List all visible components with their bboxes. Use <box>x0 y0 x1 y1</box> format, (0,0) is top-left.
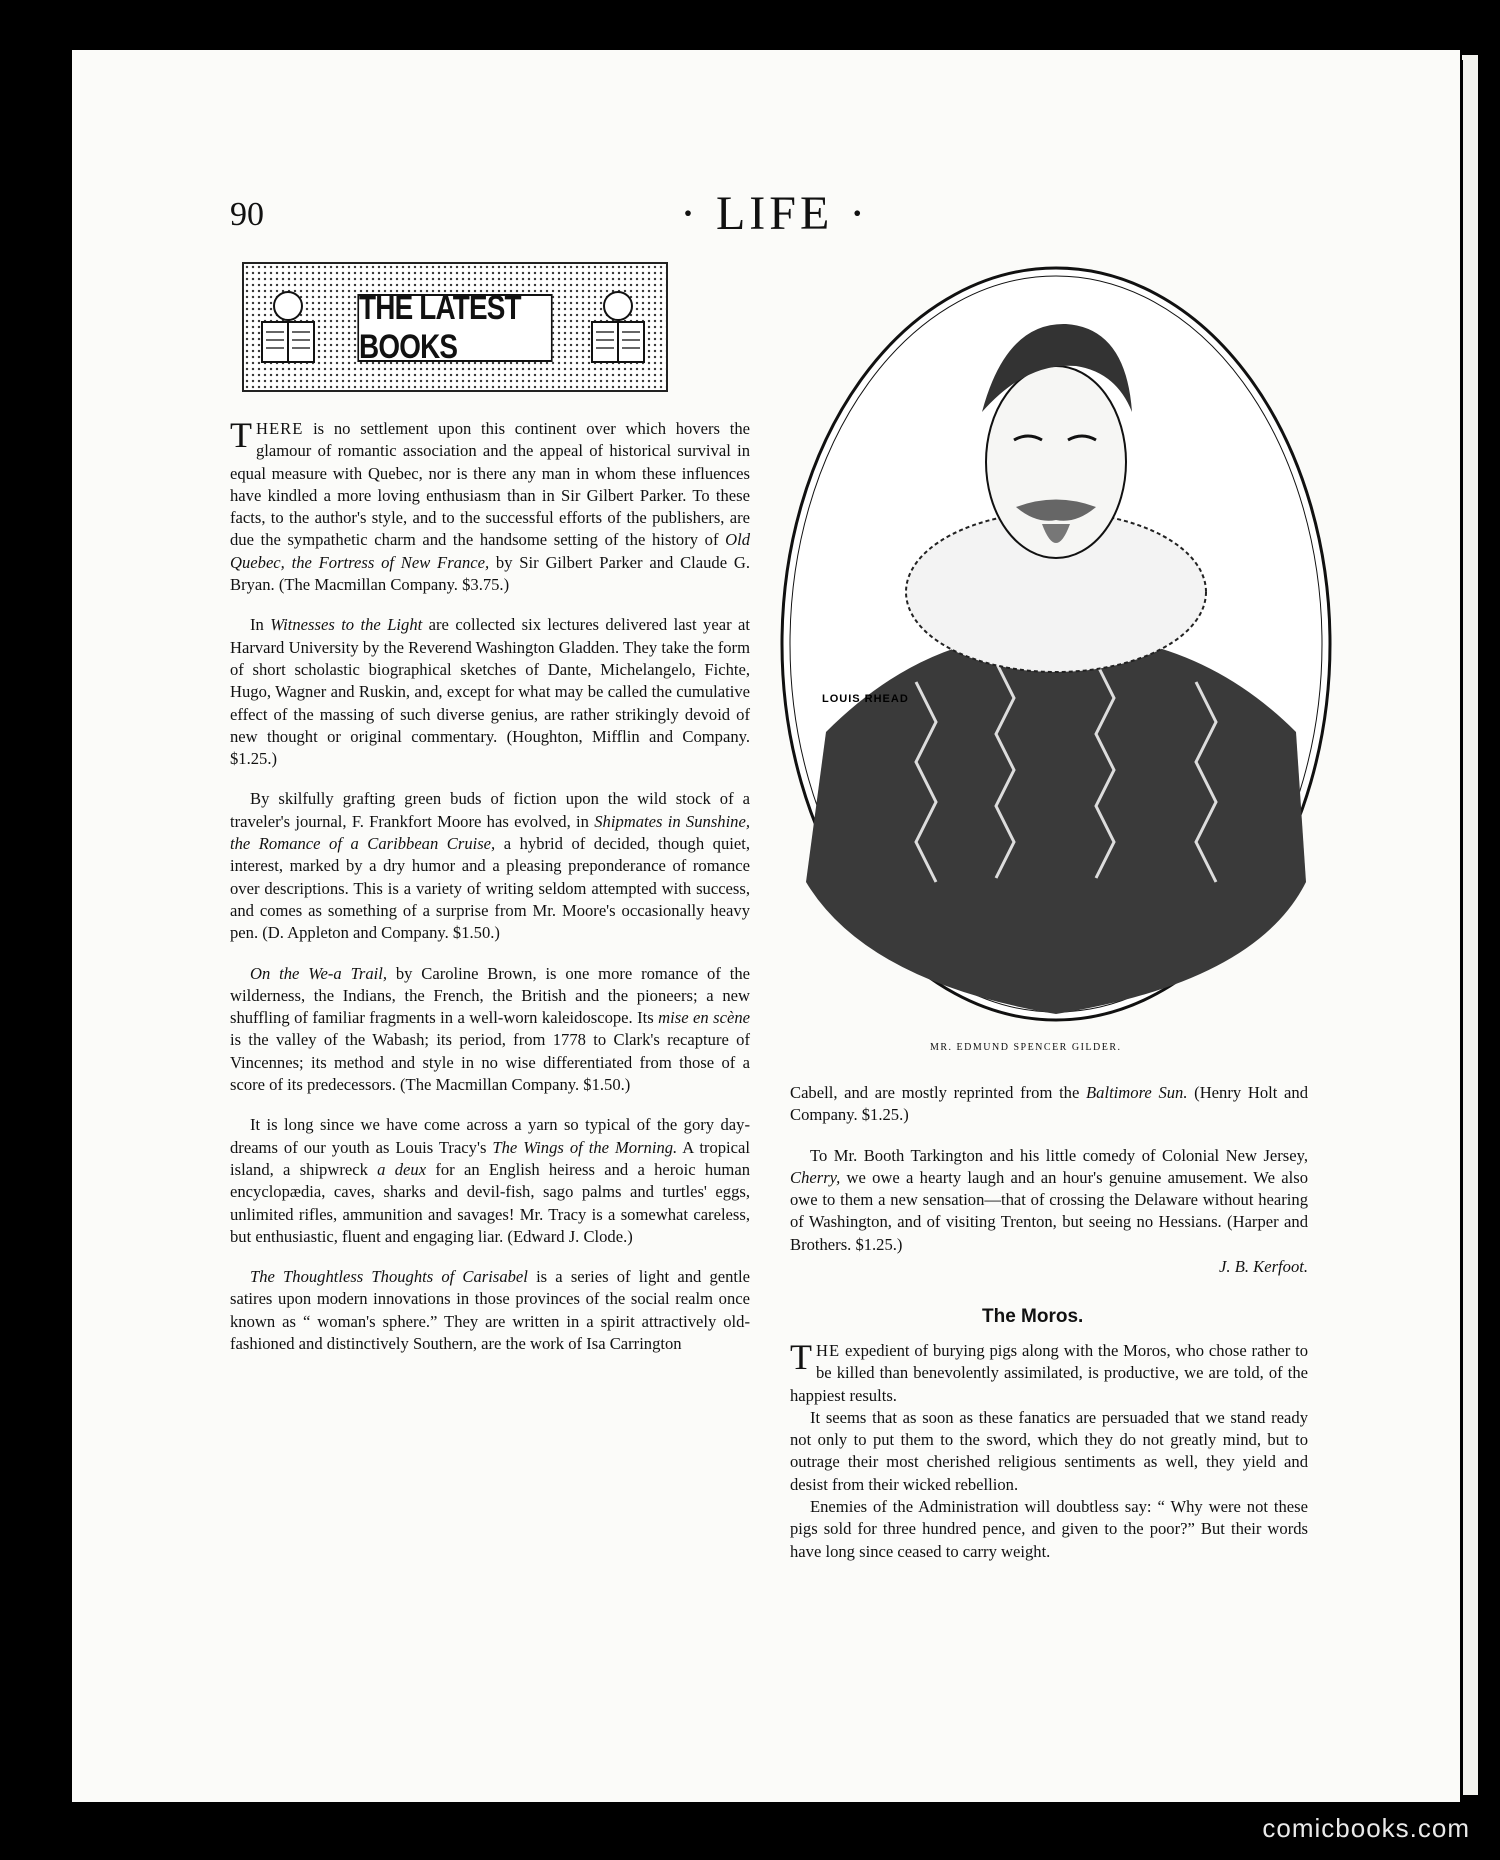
reading-cherub-left-illustration <box>254 288 322 368</box>
moros-article <box>790 1337 1308 1563</box>
drop-cap: T <box>230 415 252 455</box>
review-on-the-we-a-trail <box>230 963 750 1097</box>
moros-paragraph-2: It seems that as soon as these fanatics are persuaded that we stand ready not only to put them to the sword, which they do not greatly mind, but to outrage their most cherished religious sentiments as well, they yield and desist from their wicked rebellion. <box>790 1407 1308 1494</box>
reviewer-signoff: J. B. Kerfoot. <box>1219 1257 1308 1277</box>
foreign-phrase: mise en scène <box>658 1008 750 1028</box>
review-wings-of-the-morning <box>230 1114 750 1248</box>
book-title: The Thoughtless Thoughts of Carisabel <box>250 1267 528 1287</box>
review-shipmates-in-sunshine <box>230 788 750 944</box>
text: a hybrid of decided, though quiet, interest, marked by a dry humor and a pleasing preponderance of romance over descriptions. This is a variety of writing seldom attempted with success, and comes as something of a surprise from Mr. Moore's occasionally heavy pen. (D. Appleton and Company. $1.50.) <box>230 834 750 943</box>
masthead: · LIFE · <box>680 187 870 240</box>
moros-paragraph-1 <box>790 1337 1308 1407</box>
right-column <box>790 1082 1308 1296</box>
book-title: Witnesses to the Light <box>270 615 423 635</box>
review-witnesses-to-the-light <box>230 614 750 770</box>
text: To Mr. Booth Tarkington and his little comedy of Colonial New Jersey, <box>810 1145 1308 1165</box>
text: by Sir Gilbert Parker and Claude G. Bryan. (The Macmillan Company. $3.75.) <box>230 552 750 595</box>
text: expedient of burying pigs along with the Moros, who chose rather to be killed than benevolently assimilated, is productive, we are told, of the happiest results. <box>790 1341 1308 1405</box>
watermark: comicbooks.com <box>1262 1813 1470 1843</box>
text: Cabell, and are mostly reprinted from the <box>790 1083 1087 1102</box>
text: we owe a hearty laugh and an hour's genuine amusement. We also owe to them a new sensation—that of crossing the Delaware without hearing of Washington, and of visiting Trenton, but seeing no Hessians. (Harper and Brothers. $1.25.) <box>790 1167 1308 1254</box>
left-column <box>230 415 750 1355</box>
book-title: Baltimore Sun. <box>1086 1083 1188 1102</box>
book-title: On the We-a Trail, <box>250 963 388 983</box>
review-thoughtless-thoughts <box>230 1266 750 1355</box>
artist-signature: LOUIS RHEAD <box>822 693 909 705</box>
page-edge <box>1462 55 1478 1795</box>
book-title: The Wings of the Morning. <box>492 1137 678 1157</box>
text: (Henry Holt and Company. $1.25.) <box>790 1083 1308 1125</box>
text: for an English heiress and a heroic human encyclopædia, caves, sharks and devil-fish, sago palms and turtles' eggs, unlimited rifles, ammunition and savages! Mr. Tracy is a somewhat careless, but enthusiastic, fluent and engaging liar. (Edward J. Clode.) <box>230 1159 750 1246</box>
moros-paragraph-3: Enemies of the Administration will doubtless say: “ Why were not these pigs sold for three hundred pence, and given to the poor?” But their words have long since ceased to carry weight. <box>790 1497 1308 1561</box>
text: is a series of light and gentle satires upon modern innovations in those provinces of the social realm once known as “ woman's sphere.” They are written in a spirit attractively old-fashioned and distinctively Southern, are the work of Isa Carrington <box>230 1267 750 1353</box>
right-border-rule <box>1460 60 1463 1800</box>
review-old-quebec <box>230 415 750 596</box>
text: by Caroline Brown, is one more romance of the wilderness, the Indians, the French, the British and the pioneers; a new shuffling of familiar fragments in a well-worn kaleidoscope. Its <box>230 963 750 1028</box>
page-number: 90 <box>230 196 264 233</box>
book-title: Cherry, <box>790 1167 841 1187</box>
text: In <box>250 615 271 635</box>
text: A tropical island, a shipwreck <box>230 1137 750 1179</box>
book-title: Old Quebec, the Fortress of New France, <box>230 530 750 572</box>
small-caps: HERE <box>256 419 304 438</box>
portrait-illustration <box>776 262 1336 1026</box>
text: is the valley of the Wabash; its period, from 1778 to Clark's recapture of Vincennes; its method and style in no wise differentiated from those of a score of its predecessors. (The Macmillan Company. $1.50.) <box>230 1030 750 1095</box>
text: are collected six lectures delivered last year at Harvard University by the Reverend Washington Gladden. They take the form of short scholastic biographical sketches of Dante, Michelangelo, Fichte, Hugo, Wagner and Ruskin, and, except for what may be called the cumulative effect of the massing of such diverse genius, are rather strikingly devoid of new thought or original commentary. (Houghton, Mifflin and Company. $1.25.) <box>230 615 750 769</box>
review-cherry <box>790 1145 1308 1256</box>
drop-cap: T <box>790 1337 812 1377</box>
portrait-caption: MR. EDMUND SPENCER GILDER. <box>930 1042 1122 1053</box>
left-border-rule <box>60 60 63 1800</box>
banner-title: THE LATEST BOOKS <box>357 294 552 362</box>
text: By skilfully grafting green buds of fiction upon the wild stock of a traveler's journal, F. Frankfort Moore has evolved, in <box>230 789 750 831</box>
reading-cherub-right-illustration <box>584 288 652 368</box>
book-title: Shipmates in Sunshine, the Romance of a Caribbean Cruise, <box>230 811 750 854</box>
foreign-phrase: a deux <box>377 1159 427 1179</box>
moros-heading: The Moros. <box>982 1306 1084 1327</box>
latest-books-banner <box>242 262 668 392</box>
review-continued <box>790 1082 1308 1127</box>
small-caps: HE <box>816 1341 841 1360</box>
text: is no settlement upon this continent over which hovers the glamour of romantic association and the appeal of historical survival in equal measure with Quebec, nor is there any man in whom these influences have kindled a more loving enthusiasm than in Sir Gilbert Parker. To these facts, to the author's style, and to the successful efforts of the publishers, are due the sympathetic charm and the handsome setting of the history of <box>230 419 750 550</box>
text: It is long since we have come across a yarn so typical of the gory day-dreams of our youth as Louis Tracy's <box>230 1115 750 1157</box>
